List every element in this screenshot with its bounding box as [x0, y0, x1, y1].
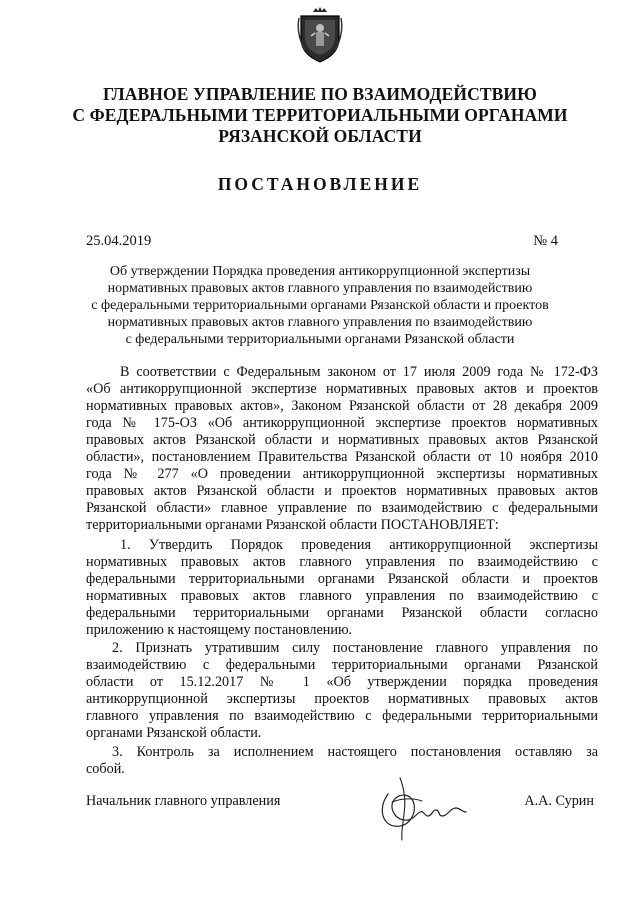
- subject-line: с федеральными территориальными органами Рязанской области и проектов: [91, 298, 549, 313]
- body-line: области», постановлением Правительства Рязанской области от 10 ноября 2010: [86, 449, 598, 465]
- body-line: 2. Признать утратившим силу постановление главного управления по: [112, 640, 598, 656]
- handwritten-signature: [370, 772, 480, 844]
- document-date: 25.04.2019: [86, 233, 152, 249]
- body-line: нормативных правовых актов», Законом Рязанской области от 28 декабря 2009: [86, 398, 598, 414]
- signatory-position: Начальник главного управления: [86, 793, 281, 809]
- signatory-name: А.А. Сурин: [524, 793, 594, 809]
- body-line: В соответствии с Федеральным законом от 17 июля 2009 года № 172-ФЗ: [120, 364, 598, 380]
- body-line: Рязанской области» главное управление по взаимодействию с федеральными: [86, 500, 598, 516]
- subject-line: с федеральными территориальными органами Рязанской области: [125, 332, 515, 347]
- body-line: правовых актов Рязанской области и нормативных правовых актов Рязанской: [86, 432, 598, 448]
- coat-of-arms-icon: [297, 6, 343, 64]
- body-line: 1. Утвердить Порядок проведения антикоррупционной экспертизы: [120, 537, 598, 553]
- body-line: правовых актов Рязанской области и проектов нормативных правовых актов: [86, 483, 598, 499]
- body-line: 3. Контроль за исполнением настоящего постановления оставляю за: [112, 744, 598, 760]
- org-name-line-1: ГЛАВНОЕ УПРАВЛЕНИЕ ПО ВЗАИМОДЕЙСТВИЮ: [103, 84, 537, 104]
- org-name-line-3: РЯЗАНСКОЙ ОБЛАСТИ: [218, 126, 422, 146]
- org-name-line-2: С ФЕДЕРАЛЬНЫМИ ТЕРРИТОРИАЛЬНЫМИ ОРГАНАМИ: [72, 105, 568, 125]
- body-line: нормативных правовых актов главного управления по взаимодействию с: [86, 554, 598, 570]
- body-line: приложению к настоящему постановлению.: [86, 622, 353, 638]
- body-line: органами Рязанской области.: [86, 725, 262, 741]
- body-line: федеральными территориальными органами Рязанской области и проектов: [86, 571, 598, 587]
- body-line: антикоррупционной экспертизы проектов нормативных правовых актов: [86, 691, 598, 707]
- body-line: территориальными органами Рязанской области ПОСТАНОВЛЯЕТ:: [86, 517, 499, 533]
- body-line: федеральными территориальными органами Рязанской области согласно: [86, 605, 598, 621]
- subject-line: Об утверждении Порядка проведения антикоррупционной экспертизы: [109, 264, 531, 279]
- body-line: области от 15.12.2017 № 1 «Об утверждении порядка проведения: [86, 674, 598, 690]
- body-line: взаимодействию с федеральными территориальными органами Рязанской: [86, 657, 598, 673]
- body-line: «Об антикоррупционной экспертизе нормативных правовых актов и проектов: [86, 381, 598, 397]
- body-line: года № 175-ОЗ «Об антикоррупционной экспертизе проектов нормативных: [86, 415, 598, 431]
- document-type: ПОСТАНОВЛЕНИЕ: [217, 174, 423, 194]
- body-line: собой.: [86, 761, 125, 777]
- document-number: № 4: [533, 233, 558, 249]
- body-line: главного управления по взаимодействию с федеральными территориальными: [86, 708, 598, 724]
- subject-line: нормативных правовых актов главного управления по взаимодействию: [107, 315, 533, 330]
- body-line: года № 277 «О проведении антикоррупционной экспертизы нормативных: [86, 466, 598, 482]
- body-line: нормативных правовых актов главного управления по взаимодействию с: [86, 588, 598, 604]
- subject-line: нормативных правовых актов главного управления по взаимодействию: [107, 281, 533, 296]
